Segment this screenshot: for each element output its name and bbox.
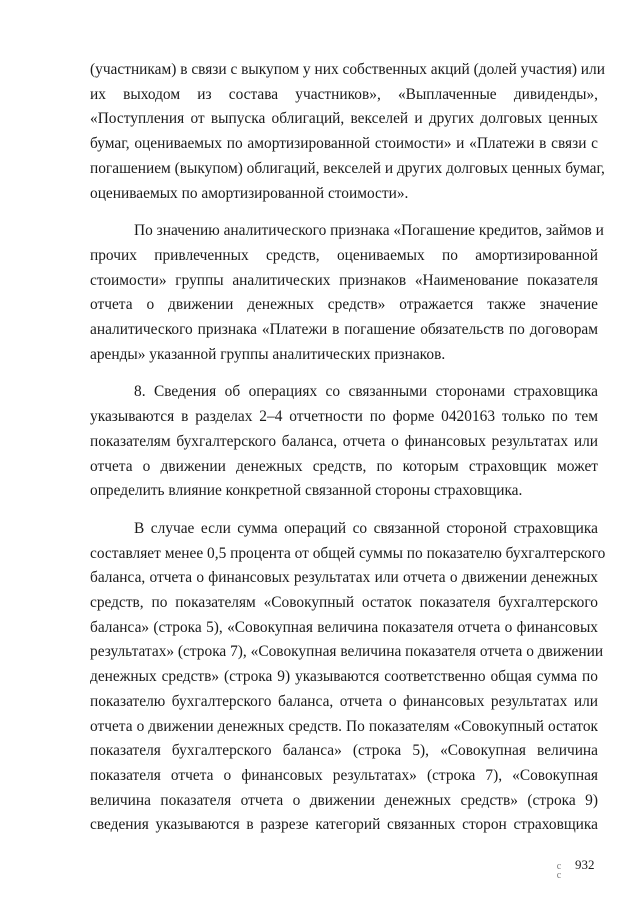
text-line: баланса» (строка 5), «Совокупная величина показателя отчета о финансовых [90,618,598,636]
text-line: 8. Сведения об операциях со связанными сторонами страховщика [134,383,598,401]
text-line: баланса, отчета о финансовых результатах или отчета о движении денежных [90,569,598,587]
text-line: результатах» (строка 7), «Совокупная величина показателя отчета о движении [90,643,604,661]
text-line: В случае если сумма операций со связанной стороной страховщика [134,519,598,537]
paragraph [90,219,604,367]
text-line: отчета о движении денежных средств» отражается также значение [90,296,598,314]
text-line: оцениваемых по амортизированной стоимости». [90,184,409,202]
scan-mark: с с [556,861,562,881]
text-line: их выходом из состава участников», «Выплаченные дивиденды», [90,85,598,103]
text-line: указываются в разделах 2–4 отчетности по форме 0420163 только по тем [90,408,598,426]
text-line: составляет менее 0,5 процента от общей суммы по показателю бухгалтерского [90,544,606,562]
paragraph [90,517,606,838]
text-line: показателя отчета о финансовых результатах» (строка 7), «Совокупная [90,766,598,784]
text-line: определить влияние конкретной связанной стороны страховщика. [90,482,523,500]
text-line: прочих привлеченных средств, оцениваемых по амортизированной [90,246,598,264]
paragraph [90,380,598,504]
text-line: «Поступления от выпуска облигаций, векселей и других долговых ценных [90,110,598,128]
text-line: сведения указываются в разрезе категорий связанных сторон страховщика [90,816,598,834]
text-line: аренды» указанной группы аналитических признаков. [90,345,446,363]
text-line: бумаг, оцениваемых по амортизированной стоимости» и «Платежи в связи с [90,135,598,153]
text-line: По значению аналитического признака «Погашение кредитов, займов и [134,222,604,240]
text-line: показателю бухгалтерского баланса, отчета о финансовых результатах или [90,692,598,710]
text-line: отчета о движении денежных средств, по которым страховщик может [90,457,598,475]
text-line: отчета о движении денежных средств. По показателям «Совокупный остаток [90,717,598,735]
document-page [90,58,606,838]
text-line: показателям бухгалтерского баланса, отчета о финансовых результатах или [90,432,598,450]
text-line: аналитического признака «Платежи в погашение обязательств по договорам [90,321,598,339]
text-line: денежных средств» (строка 9) указываются соответственно общая сумма по [90,668,598,686]
text-line: погашением (выкупом) облигаций, векселей и других долговых ценных бумаг, [90,159,605,177]
text-line: стоимости» группы аналитических признаков «Наименование показателя [90,271,598,289]
text-line: (участникам) в связи с выкупом у них собственных акций (долей участия) или [90,61,605,78]
page-number: 932 [575,857,595,872]
paragraph [90,58,605,206]
text-line: величина показателя отчета о движении денежных средств» (строка 9) [90,791,598,809]
text-line: средств, по показателям «Совокупный остаток показателя бухгалтерского [90,594,598,612]
text-line: показателя бухгалтерского баланса» (строка 5), «Совокупная величина [90,742,598,760]
